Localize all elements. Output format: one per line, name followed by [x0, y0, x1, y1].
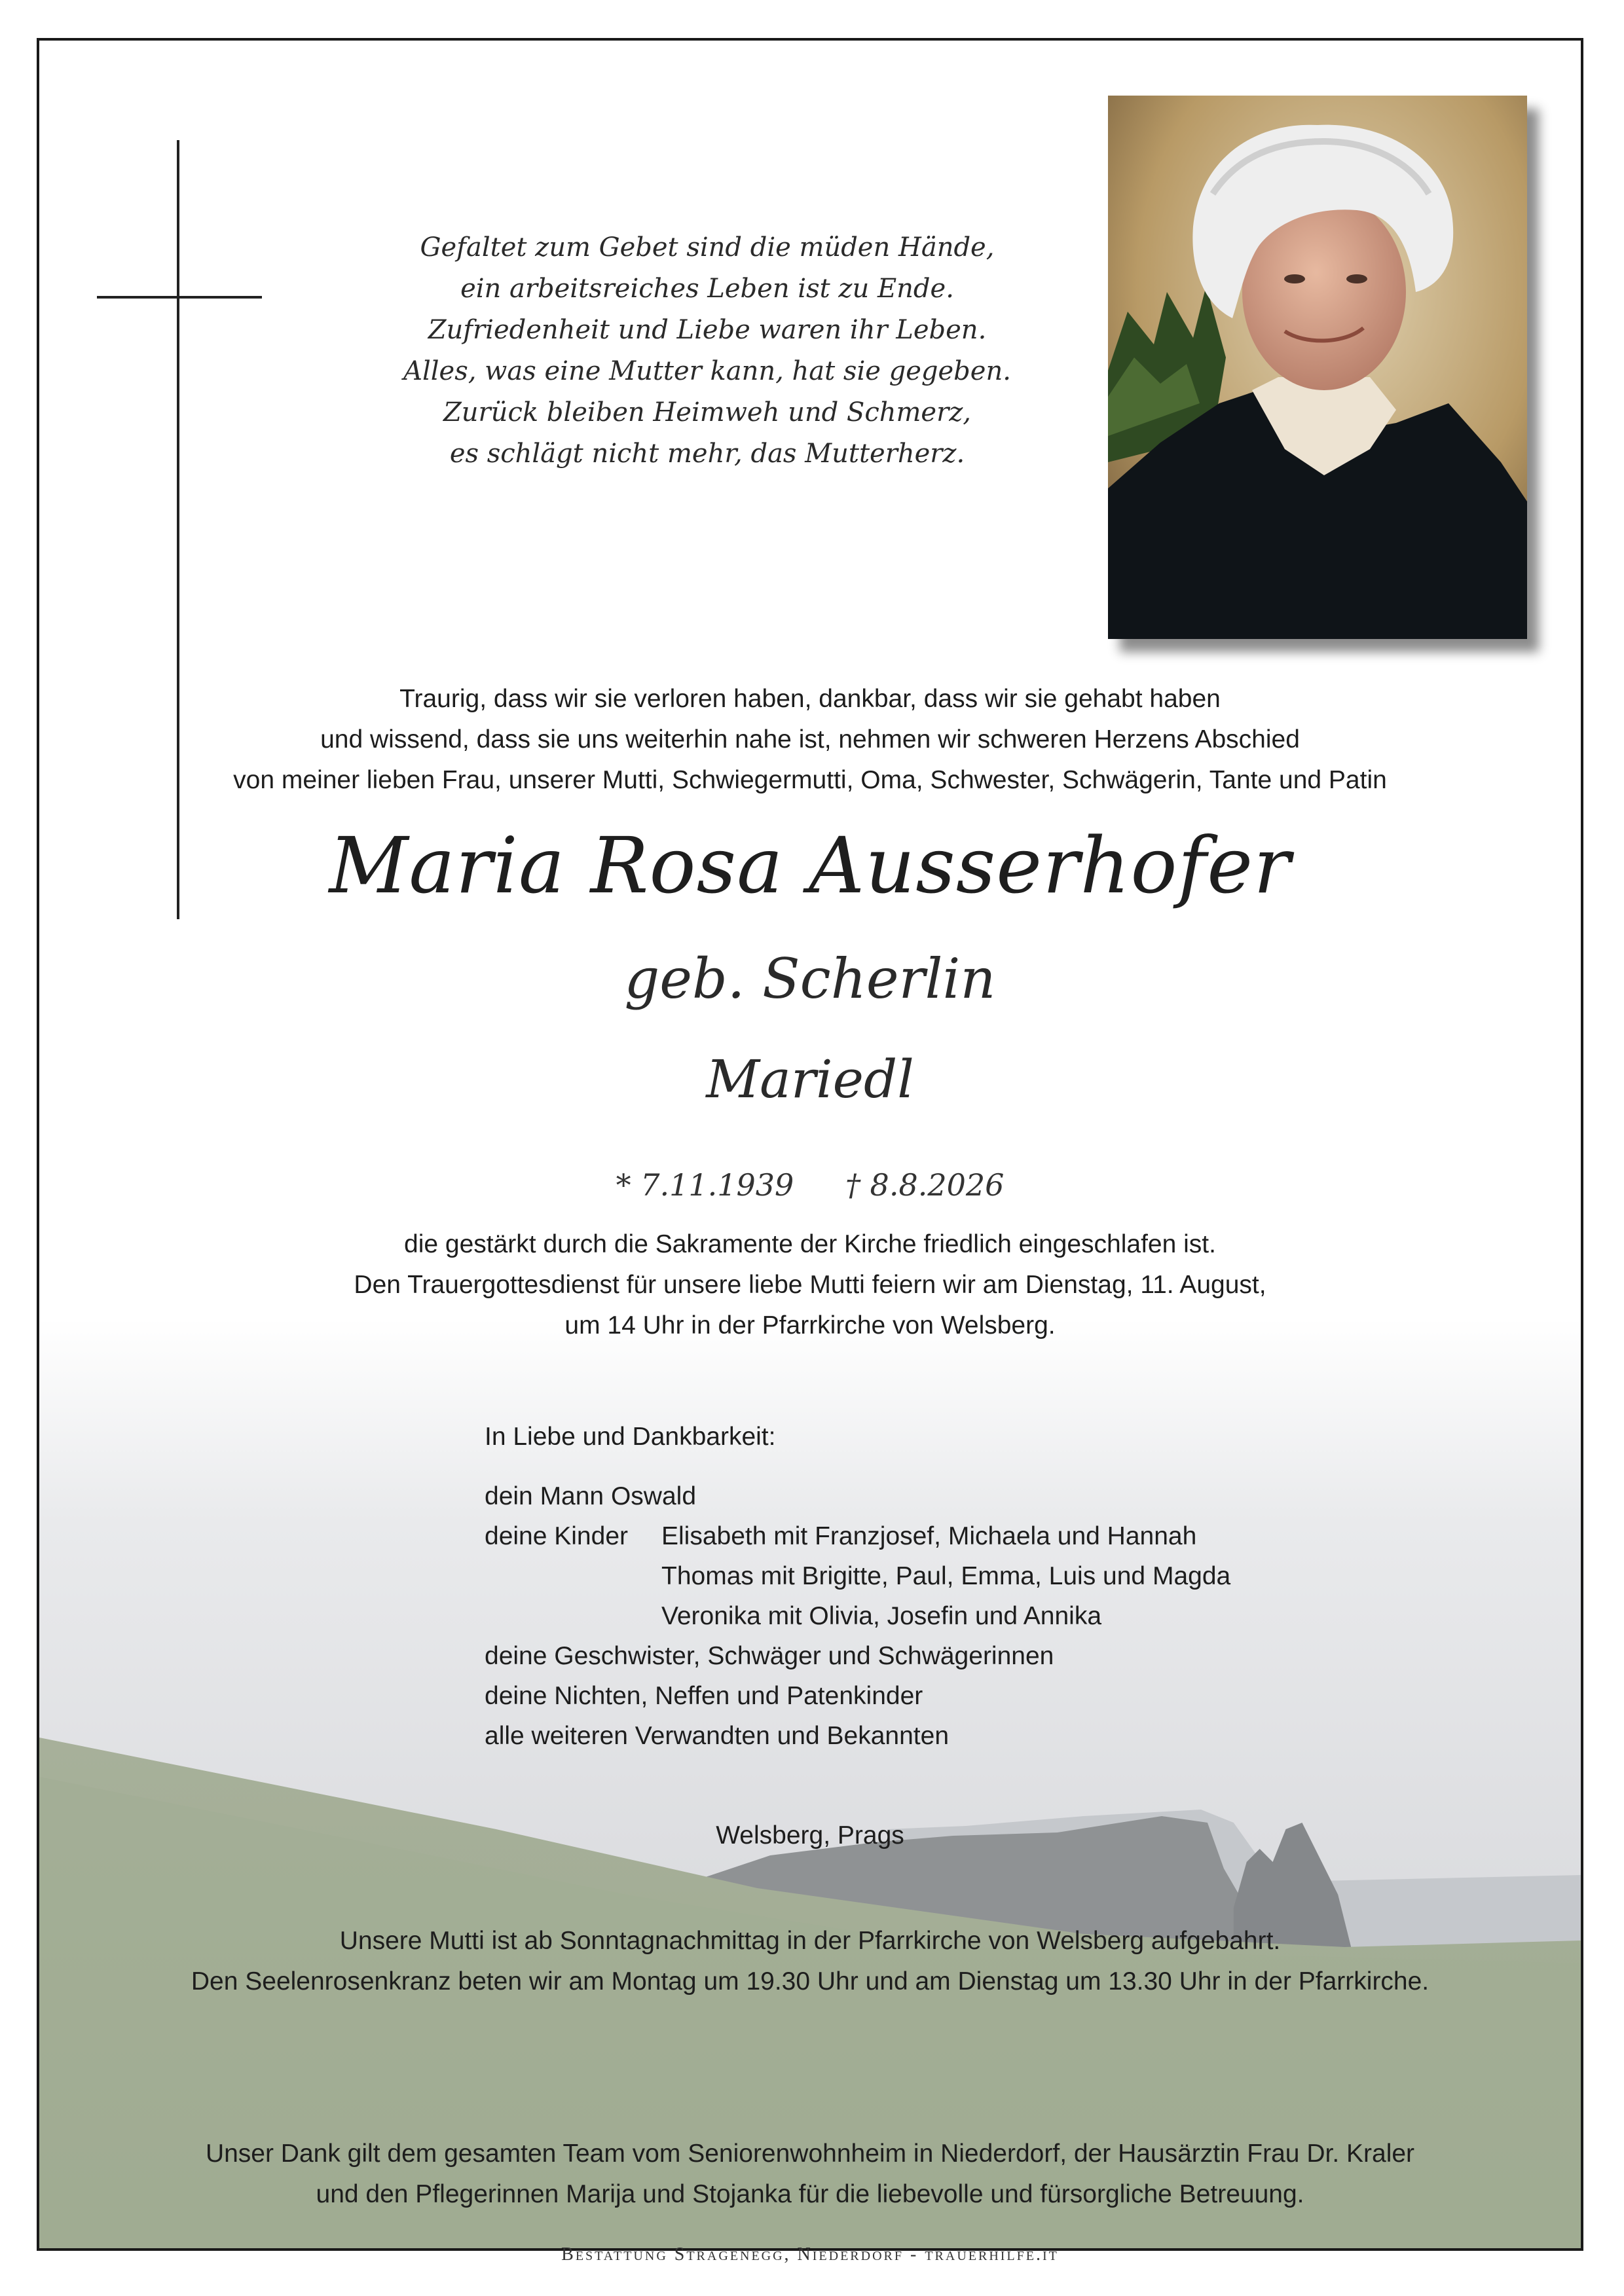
poem — [314, 227, 1100, 475]
family-child: Veronika mit Olivia, Josefin und Annika — [661, 1602, 1102, 1630]
poem-line: Alles, was eine Mutter kann, hat sie gegeben. — [403, 356, 1011, 386]
cross-vertical-bar — [177, 140, 179, 919]
cross-horizontal-bar — [97, 296, 262, 299]
maiden-name: geb. Scherlin — [624, 947, 996, 1011]
family-children-row — [485, 1556, 1230, 1596]
obituary-frame — [37, 38, 1583, 2265]
family-heading: In Liebe und Dankbarkeit: — [485, 1423, 776, 1451]
family-children-row — [485, 1596, 1230, 1636]
family-other: alle weiteren Verwandten und Bekannten — [485, 1722, 950, 1750]
portrait-image — [1108, 96, 1527, 639]
family-list — [485, 1417, 1230, 1756]
birth-date: * 7.11.1939 — [616, 1167, 794, 1203]
family-other: deine Nichten, Neffen und Patenkinder — [485, 1682, 923, 1710]
service-line: Den Trauergottesdienst für unsere liebe Mutti feiern wir am Dienstag, 11. August, — [354, 1271, 1266, 1299]
thanks-line: und den Pflegerinnen Marija und Stojanka für die liebevolle und fürsorgliche Betreuung. — [316, 2180, 1304, 2208]
portrait-photo — [1108, 96, 1527, 639]
intro-line: von meiner lieben Frau, unserer Mutti, Schwiegermutti, Oma, Schwester, Schwägerin, Tante und Patin — [233, 766, 1387, 794]
intro-line: und wissend, dass sie uns weiterhin nahe ist, nehmen wir schweren Herzens Abschied — [320, 725, 1300, 754]
thanks-text — [39, 2134, 1581, 2215]
poem-line: Zurück bleiben Heimweh und Schmerz, — [443, 397, 971, 428]
thanks-line: Unser Dank gilt dem gesamten Team vom Seniorenwohnheim in Niederdorf, der Hausärztin Frau Dr. Kraler — [205, 2140, 1415, 2168]
poem-line: es schlägt nicht mehr, das Mutterherz. — [449, 439, 965, 469]
family-child: Thomas mit Brigitte, Paul, Emma, Luis und Magda — [661, 1562, 1231, 1590]
family-child: Elisabeth mit Franzjosef, Michaela und Hannah — [661, 1522, 1197, 1550]
poem-line: ein arbeitsreiches Leben ist zu Ende. — [460, 274, 954, 304]
family-other: deine Geschwister, Schwäger und Schwägerinnen — [485, 1642, 1054, 1670]
place-names: Welsberg, Prags — [716, 1821, 904, 1850]
service-text — [39, 1224, 1581, 1346]
poem-line: Zufriedenheit und Liebe waren ihr Leben. — [428, 315, 987, 345]
service-line: die gestärkt durch die Sakramente der Kirche friedlich eingeschlafen ist. — [404, 1230, 1216, 1258]
viewing-line: Den Seelenrosenkranz beten wir am Montag um 19.30 Uhr und am Dienstag um 13.30 Uhr in der Pfarrkirche. — [191, 1967, 1430, 1995]
family-children-row — [485, 1516, 1230, 1556]
death-date: † 8.8.2026 — [845, 1167, 1005, 1203]
family-children-label: deine Kinder — [485, 1522, 628, 1550]
service-line: um 14 Uhr in der Pfarrkirche von Welsberg. — [564, 1311, 1056, 1339]
viewing-line: Unsere Mutti ist ab Sonntagnachmittag in der Pfarrkirche von Welsberg aufgebahrt. — [339, 1927, 1281, 1955]
viewing-text — [39, 1921, 1581, 2002]
deceased-name: Maria Rosa Ausserhofer — [329, 820, 1291, 911]
poem-line: Gefaltet zum Gebet sind die müden Hände, — [420, 232, 995, 263]
family-husband: dein Mann Oswald — [485, 1482, 697, 1510]
intro-text — [39, 679, 1581, 801]
intro-line: Traurig, dass wir sie verloren haben, dankbar, dass wir sie gehabt haben — [399, 685, 1221, 713]
life-dates — [39, 1165, 1581, 1205]
nickname: Mariedl — [706, 1049, 914, 1110]
funeral-home-footer: Bestattung Stragenegg, Niederdorf - trauerhilfe.it — [561, 2244, 1059, 2265]
